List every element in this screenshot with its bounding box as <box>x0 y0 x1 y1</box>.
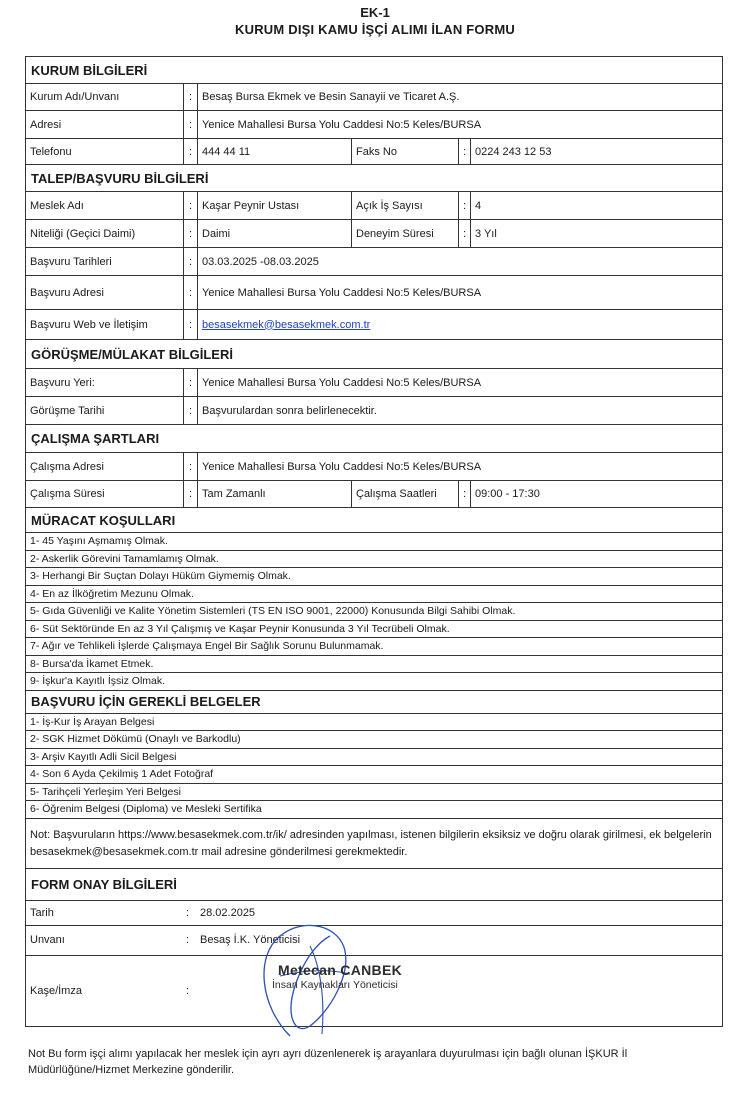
list-item: 5- Gıda Güvenliği ve Kalite Yönetim Sistemleri (TS EN ISO 9001, 22000) Konusunda Bilgi Sahibi Olmak. <box>26 603 722 621</box>
institution-address-label: Adresi <box>26 111 184 138</box>
colon: : <box>459 481 471 507</box>
colon: : <box>184 276 198 309</box>
work-address-label: Çalışma Adresi <box>26 453 184 480</box>
signer-stamp <box>272 961 438 991</box>
colon: : <box>459 192 471 219</box>
fax-value: 0224 243 12 53 <box>475 145 552 158</box>
row-work-address <box>26 453 722 481</box>
colon: : <box>184 139 198 164</box>
colon: : <box>459 220 471 247</box>
stamp-label: Kaşe/İmza <box>30 984 82 997</box>
signer-title: İnsan Kaynakları Yöneticisi <box>272 978 398 991</box>
experience-value: 3 Yıl <box>475 227 497 240</box>
application-note: Not: Başvuruların https://www.besasekmek.com.tr/ik/ adresinden yapılması, istenen bilgilerin eksiksiz ve doğru olarak girilmesi, ek belgelerin besasekmek@besasekmek.com.tr mail adresine gönderilmesi gerekmektedir. <box>26 819 722 869</box>
colon: : <box>459 139 471 164</box>
annex-label: EK-1 <box>360 5 390 20</box>
application-web-label: Başvuru Web ve İletişim <box>26 310 184 339</box>
colon: : <box>184 220 198 247</box>
work-address-value: Yenice Mahallesi Bursa Yolu Caddesi No:5 Keles/BURSA <box>202 460 482 473</box>
approval-title-value: Besaş İ.K. Yöneticisi <box>200 934 301 946</box>
institution-address-value: Yenice Mahallesi Bursa Yolu Caddesi No:5 Keles/BURSA <box>202 118 482 131</box>
interview-date-label: Görüşme Tarihi <box>26 397 184 424</box>
colon: : <box>186 934 190 946</box>
interview-place-label: Başvuru Yeri: <box>26 369 184 396</box>
job-name-value: Kaşar Peynir Ustası <box>198 192 352 219</box>
approval-date-label: Tarih <box>30 906 54 919</box>
documents-list <box>26 714 722 819</box>
row-application-web <box>26 310 722 340</box>
colon: : <box>184 481 198 507</box>
row-institution-address <box>26 111 722 139</box>
colon: : <box>184 310 198 339</box>
application-web-value <box>198 310 722 339</box>
colon: : <box>186 906 190 919</box>
list-item: 1- İş-Kur İş Arayan Belgesi <box>26 714 722 732</box>
interview-place-value: Yenice Mahallesi Bursa Yolu Caddesi No:5 Keles/BURSA <box>202 376 482 389</box>
list-item: 2- Askerlik Görevini Tamamlamış Olmak. <box>26 551 722 569</box>
colon: : <box>184 84 198 110</box>
colon: : <box>184 453 198 480</box>
colon: : <box>184 111 198 138</box>
section-institution-title: KURUM BİLGİLERİ <box>26 57 722 84</box>
openings-value: 4 <box>475 199 482 212</box>
row-stamp-signature <box>26 956 722 1026</box>
colon: : <box>184 192 198 219</box>
signer-name: Metecan CANBEK <box>278 961 402 978</box>
job-name-label: Meslek Adı <box>26 192 184 219</box>
row-application-dates <box>26 248 722 276</box>
form-title: KURUM DIŞI KAMU İŞÇİ ALIMI İLAN FORMU <box>235 22 515 37</box>
list-item: 5- Tarihçeli Yerleşim Yeri Belgesi <box>26 784 722 802</box>
list-item: 2- SGK Hizmet Dökümü (Onaylı ve Barkodlu) <box>26 731 722 749</box>
requirements-list <box>26 533 722 691</box>
experience-label: Deneyim Süresi <box>352 220 459 247</box>
section-interview-title: GÖRÜŞME/MÜLAKAT BİLGİLERİ <box>26 340 722 369</box>
approval-title-label: Unvanı <box>30 934 65 946</box>
list-item: 9- İşkur'a Kayıtlı İşsiz Olmak. <box>26 673 722 691</box>
footnote: Not Bu form işçi alımı yapılacak her meslek için ayrı ayrı düzenlenerek iş arayanlara duyurulması için bağlı olunan İŞKUR İl Müdürlüğüne/Hizmet Merkezine gönderilir. <box>28 1048 628 1076</box>
application-dates-label: Başvuru Tarihleri <box>26 248 184 275</box>
colon: : <box>184 369 198 396</box>
list-item: 3- Herhangi Bir Suçtan Dolayı Hüküm Giymemiş Olmak. <box>26 568 722 586</box>
row-work-duration <box>26 481 722 508</box>
list-item: 6- Öğrenim Belgesi (Diploma) ve Mesleki Sertifika <box>26 801 722 819</box>
row-institution-phone <box>26 139 722 165</box>
institution-name-value: Besaş Bursa Ekmek ve Besin Sanayii ve Ticaret A.Ş. <box>202 91 460 103</box>
approval-date-value: 28.02.2025 <box>200 906 256 919</box>
list-item: 4- Son 6 Ayda Çekilmiş 1 Adet Fotoğraf <box>26 766 722 784</box>
row-institution-name <box>26 84 722 111</box>
openings-label: Açık İş Sayısı <box>352 192 459 219</box>
list-item: 7- Ağır ve Tehlikeli İşlerde Çalışmaya Engel Bir Sağlık Sorunu Bulunmamak. <box>26 638 722 656</box>
application-address-label: Başvuru Adresi <box>26 276 184 309</box>
application-dates-value: 03.03.2025 -08.03.2025 <box>202 255 319 268</box>
form-table <box>25 56 723 1027</box>
row-application-address <box>26 276 722 310</box>
application-address-value: Yenice Mahallesi Bursa Yolu Caddesi No:5 Keles/BURSA <box>202 286 482 299</box>
colon: : <box>186 984 190 997</box>
phone-value: 444 44 11 <box>198 139 352 164</box>
job-type-label: Niteliği (Geçici Daimi) <box>26 220 184 247</box>
section-documents-title: BAŞVURU İÇİN GEREKLİ BELGELER <box>26 691 722 714</box>
list-item: 6- Süt Sektöründe En az 3 Yıl Çalışmış ve Kaşar Peynir Konusunda 3 Yıl Tecrübeli Olmak. <box>26 621 722 639</box>
section-conditions-title: ÇALIŞMA ŞARTLARI <box>26 425 722 453</box>
document-header <box>0 0 750 39</box>
work-hours-value: 09:00 - 17:30 <box>475 488 540 500</box>
row-interview-place <box>26 369 722 397</box>
institution-name-label: Kurum Adı/Unvanı <box>26 84 184 110</box>
phone-label: Telefonu <box>26 139 184 164</box>
row-interview-date <box>26 397 722 425</box>
job-type-value: Daimi <box>198 220 352 247</box>
work-duration-value: Tam Zamanlı <box>198 481 352 507</box>
fax-label: Faks No <box>352 139 459 164</box>
interview-date-value: Başvurulardan sonra belirlenecektir. <box>202 404 377 417</box>
list-item: 4- En az İlköğretim Mezunu Olmak. <box>26 586 722 604</box>
colon: : <box>184 248 198 275</box>
row-job-type <box>26 220 722 248</box>
section-approval-title: FORM ONAY BİLGİLERİ <box>26 869 722 901</box>
list-item: 1- 45 Yaşını Aşmamış Olmak. <box>26 533 722 551</box>
list-item: 3- Arşiv Kayıtlı Adli Sicil Belgesi <box>26 749 722 767</box>
row-job-name <box>26 192 722 220</box>
row-approval-date <box>26 901 722 926</box>
work-duration-label: Çalışma Süresi <box>26 481 184 507</box>
colon: : <box>184 397 198 424</box>
section-application-title: TALEP/BAŞVURU BİLGİLERİ <box>26 165 722 192</box>
row-approval-title <box>26 926 722 956</box>
section-requirements-title: MÜRACAT KOŞULLARI <box>26 508 722 533</box>
email-link[interactable]: besasekmek@besasekmek.com.tr <box>202 318 371 331</box>
work-hours-label: Çalışma Saatleri <box>352 481 459 507</box>
stamp-signature-area <box>200 956 722 1026</box>
list-item: 8- Bursa'da İkamet Etmek. <box>26 656 722 674</box>
